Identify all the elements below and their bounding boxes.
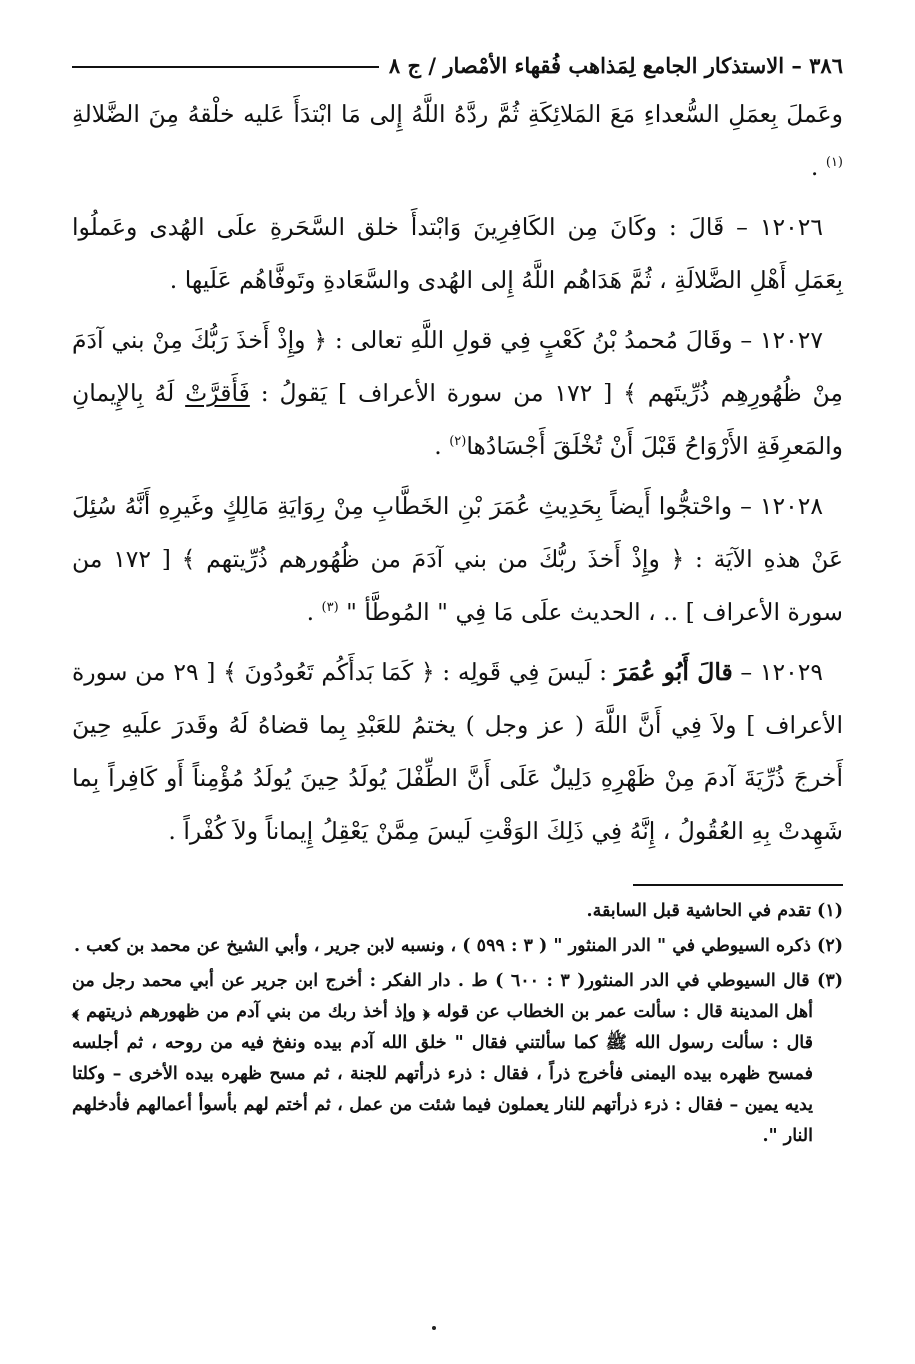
header-rule bbox=[72, 66, 379, 68]
running-header bbox=[72, 48, 843, 82]
footnote-rule bbox=[633, 884, 843, 886]
paragraph-12027: ١٢٠٢٧ – وقَالَ مُحمدُ بْنُ كَعْبٍ فِي قولِ اللَّهِ تعالى : ﴿ وإِذْ أَخذَ رَبُّكَ مِنْ بني آدَمَ مِنْ ظُهُورِهِم ذُرِّيتَهم ﴾ [ ١٧٢ من سورة الأعراف ] يَقولُ : فَأَقرَّتْ لَهُ بِالإِيمانِ والمَعرِفَةِ الأَرْوَاحُ قَبْلَ أَنْ تُخْلَقَ أَجْسَادُها$^{(٢)}$ . bbox=[72, 326, 843, 460]
footnote-2: (٢) ذكره السيوطي في " الدر المنثور " ( ٣ : ٥٩٩ ) ، ونسبه لابن جرير ، وأبي الشيخ عن محمد بن كعب . bbox=[73, 936, 843, 956]
paragraph-number: ١٢٠٢٩ bbox=[759, 658, 823, 686]
underlined-word: فَأَقرَّتْ bbox=[185, 379, 250, 407]
footnote-ref-2[interactable]: (٢) bbox=[449, 434, 467, 450]
paragraph-12028: ١٢٠٢٨ – واحْتجُّوا أَيضاً بِحَدِيثِ عُمَرَ بْنِ الخَطَّابِ مِنْ رِوَايَةِ مَالِكٍ وغَيرِهِ أَنَّهُ سُئِلَ عَنْ هذهِ الآيَة : ﴿ وإِذْ أَخذَ ربُّكَ من بني آدَمَ من ظُهُورهم ذُرِّيتهم ﴾ [ ١٧٢ من سورة الأعراف ] .. ، الحديث علَى مَا فِي " المُوطَّأ " $^{(٣)}$ . bbox=[72, 492, 843, 626]
header-separator: – bbox=[784, 52, 810, 78]
main-text bbox=[72, 88, 843, 858]
speaker-phrase: قالَ أَبُو عُمَرَ bbox=[614, 658, 733, 686]
paragraph-12026: ١٢٠٢٦ – قَالَ : وكَانَ مِن الكَافِرِينَ وَابْتدأَ خلق السَّحَرةِ علَى الهُدى وعَملُوا بِعَمَلِ أَهْلِ الضَّلالَةِ ، ثُمَّ هَدَاهُم اللَّهُ إِلى الهُدى والسَّعَادةِ وتَوفَّاهُم عَلَيها . bbox=[72, 213, 843, 294]
page-number: ٣٨٦ bbox=[809, 52, 843, 78]
footnote-1: (١) تقدم في الحاشية قبل السابقة. bbox=[586, 901, 843, 921]
footnote-marker: (٢) bbox=[817, 936, 843, 956]
paragraph-12029: ١٢٠٢٩ – قالَ أَبُو عُمَرَ : لَيسَ فِي قَولِه : ﴿ كَمَا بَدأَكُم تَعُودُونَ ﴾ [ ٢٩ من سورة الأعراف ] ولاَ فِي أَنَّ اللَّهَ ( عز وجل ) يختمُ للعَبْدِ بِما قضاهُ لَهُ وقَدرَ علَيهِ حِينَ أَخرجَ ذُرِّيَةَ آدمَ مِنْ ظَهْرِهِ دَلِيلٌ عَلَى أَنَّ الطِّفْلَ يُولَدُ حِينَ يُولَدُ مُؤْمِناً أَو كَافِراً بِما شَهِدتْ بِهِ العُقُولُ ، إِنَّهُ فِي ذَلِكَ الوَقْتِ لَيسَ مِمَّنْ يَعْقِلُ إِيماناً ولاَ كُفْراً . bbox=[72, 658, 843, 845]
book-title: الاستذكار الجامع لِمَذاهب فُقهاء الأمْصار / ج ٨ bbox=[388, 52, 785, 78]
paragraph-number: ١٢٠٢٨ bbox=[759, 492, 823, 520]
paragraph-number: ١٢٠٢٧ bbox=[759, 326, 823, 354]
page-dot bbox=[432, 1326, 436, 1330]
footnotes bbox=[72, 896, 843, 1152]
header-text bbox=[389, 53, 843, 78]
footnote-marker: (٣) bbox=[817, 971, 843, 991]
book-page bbox=[72, 48, 843, 1334]
footnote-ref-1[interactable]: (١) bbox=[825, 155, 843, 171]
footnote-3: (٣) قال السيوطي في الدر المنثور( ٣ : ٦٠٠ ) ط . دار الفكر : أخرج ابن جرير عن أبي محمد رجل من أهل المدينة قال : سألت عمر بن الخطاب عن قوله ﴿ وإذ أخذ ربك من بني آدم من ظهورهم ذريتهم ﴾ قال : سألت رسول الله ﷺ كما سألتني فقال " خلق الله آدم بيده ونفخ فيه من روحه ، ثم أجلسه فمسح ظهره بيده اليمنى فأخرج ذراً ، فقال : ذرء ذرأتهم للجنة ، ثم مسح ظهره بيده الأخرى – وكلتا يديه يمين – فقال : ذرء ذرأتهم للنار يعملون فيما شئت من عمل ، ثم أختم لهم بأسوأ أعمالهم فأدخلهم النار ". bbox=[72, 971, 843, 1146]
footnote-marker: (١) bbox=[817, 901, 843, 921]
footnote-ref-3[interactable]: (٣) bbox=[321, 600, 339, 616]
paragraph-continuation: وعَملَ بِعمَلِ السُّعداءِ مَعَ المَلائِكَةِ ثُمَّ ردَّهُ اللَّهُ إِلى مَا ابْتدَأَ عَليه خلْقهُ مِنَ الضَّلالةِ $^{(١)}$ . bbox=[72, 100, 843, 181]
paragraph-number: ١٢٠٢٦ bbox=[759, 213, 823, 241]
